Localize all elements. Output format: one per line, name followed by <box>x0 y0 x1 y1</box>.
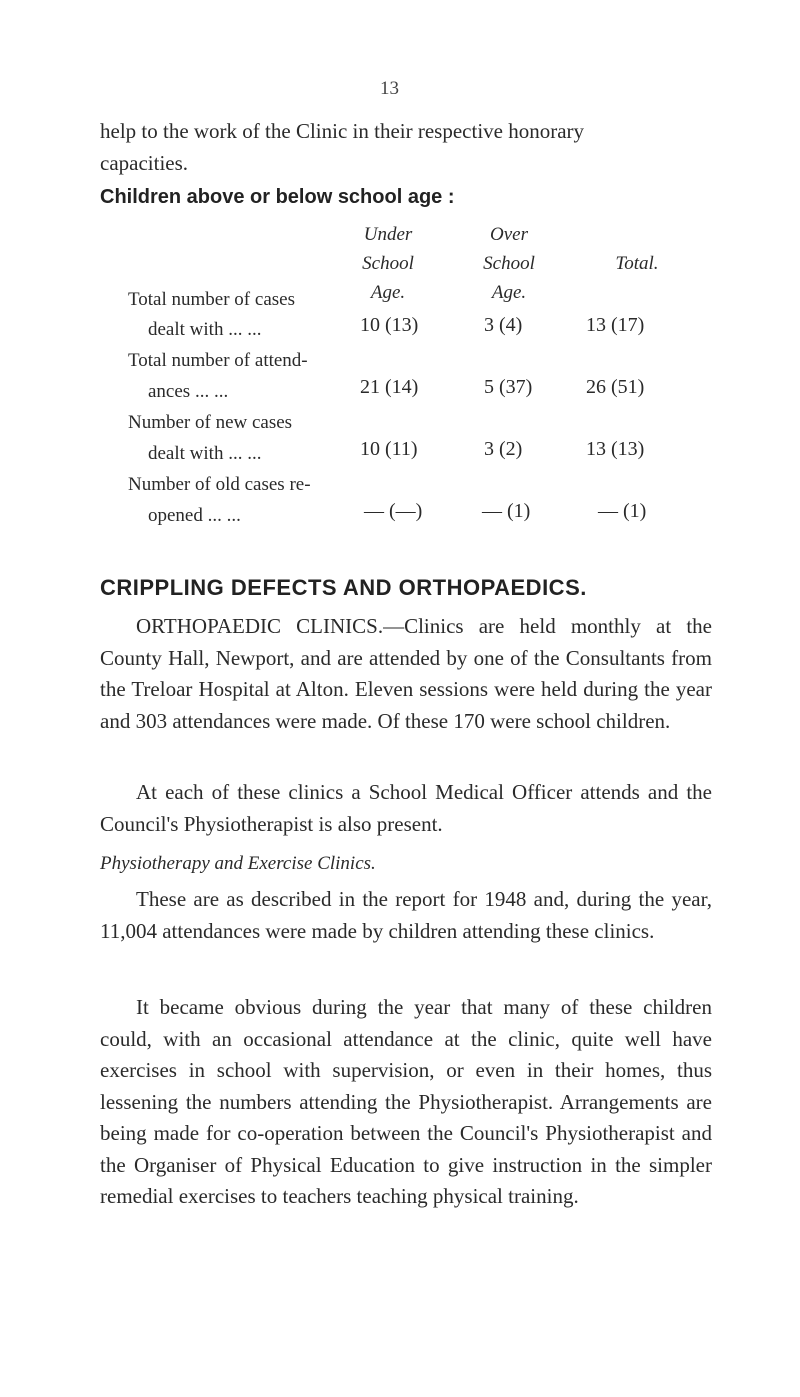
paragraph-text: ORTHOPAEDIC CLINICS.—Clinics are held monthly at the County Hall, Newport, and are attended by one of the Consultants from the Treloar Hospital at Alton. Eleven sessions were held during the year and 303 attendances were made. Of these 170 were school children. <box>100 614 712 733</box>
col-header-line: School <box>362 253 414 274</box>
col-header-line: Under <box>363 224 413 245</box>
paragraph-text: These are as described in the report for 1948 and, during the year, 11,004 attendances were made by children attending these clinics. <box>100 887 712 943</box>
table-cell: 5 (37) <box>484 376 533 398</box>
crippling-defects-heading: CRIPPLING DEFECTS AND ORTHOPAEDICS. <box>100 575 587 600</box>
table-cell: 10 (13) <box>360 314 419 336</box>
col-header-over-school-age <box>464 220 554 307</box>
row-label: Number of new cases <box>128 412 293 433</box>
table-cell: — (1) <box>482 500 531 522</box>
table-cell: 10 (11) <box>360 438 418 460</box>
arrangements-paragraph <box>100 992 712 1213</box>
physiotherapy-subheading: Physiotherapy and Exercise Clinics. <box>100 853 376 874</box>
col-header-line: Total. <box>615 253 659 274</box>
row-label: dealt with ... ... <box>148 443 262 464</box>
row-label: ances ... ... <box>148 381 229 402</box>
paragraph-text: At each of these clinics a School Medical Officer attends and the Council's Physiotherapist is also present. <box>100 780 712 836</box>
col-header-total <box>597 249 677 278</box>
page-number: 13 <box>380 78 399 99</box>
row-label: Number of old cases re- <box>128 474 311 495</box>
col-header-line: Age. <box>370 282 406 303</box>
table-cell: 3 (2) <box>484 438 523 460</box>
row-label: opened ... ... <box>148 505 241 526</box>
col-header-line: Over <box>490 224 528 245</box>
intro-line-2: capacities. <box>100 151 189 175</box>
table-cell: 13 (13) <box>586 438 645 460</box>
table-cell: 13 (17) <box>586 314 645 336</box>
table-cell: 26 (51) <box>586 376 645 398</box>
row-label: Total number of attend- <box>128 350 308 371</box>
row-label: dealt with ... ... <box>148 319 262 340</box>
table-cell: — (1) <box>598 500 647 522</box>
table-cell: — (—) <box>364 500 423 522</box>
physiotherapy-paragraph <box>100 884 712 947</box>
table-cell: 21 (14) <box>360 376 419 398</box>
row-label: Total number of cases <box>128 289 295 310</box>
table-cell: 3 (4) <box>484 314 523 336</box>
intro-line-1: help to the work of the Clinic in their respective honorary <box>100 119 585 143</box>
children-age-heading: Children above or below school age : <box>100 186 455 208</box>
orthopaedic-clinics-paragraph <box>100 611 712 737</box>
paragraph-text: It became obvious during the year that many of these children could, with an occasional attendance at the clinic, quite well have exercises in school with supervision, or even in their homes, thus lessening the numbers attending the Physiotherapist. Arrangements are being made for co-operation between the Council's Physiotherapist and the Organiser of Physical Education to give instruction in the simpler remedial exercises to teachers teaching physical training. <box>100 995 712 1208</box>
col-header-under-school-age <box>348 220 428 307</box>
medical-officer-paragraph <box>100 777 712 840</box>
col-header-line: Age. <box>491 282 527 303</box>
col-header-line: School <box>483 253 535 274</box>
